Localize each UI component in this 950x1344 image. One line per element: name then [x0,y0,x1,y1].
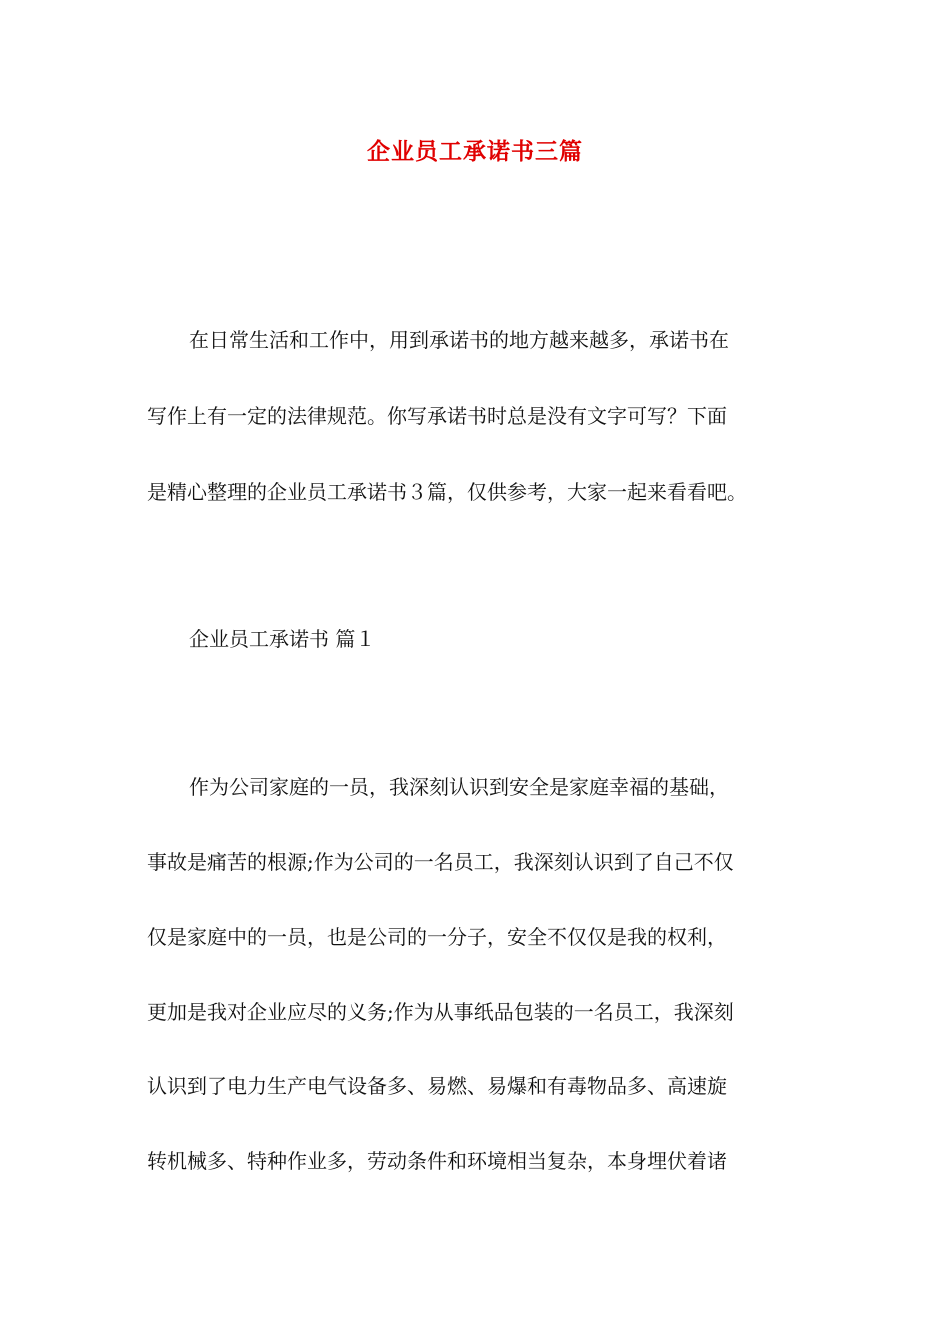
intro-line-2: 写作上有一定的法律规范。你写承诺书时总是没有文字可写？下面 [147,404,727,428]
section-heading: 企业员工承诺书 篇１ [189,627,376,651]
body-line-5: 认识到了电力生产电气设备多、易燃、易爆和有毒物品多、高速旋 [147,1074,727,1098]
body-line-2: 事故是痛苦的根源;作为公司的一名员工，我深刻认识到了自己不仅 [147,850,734,874]
body-line-6: 转机械多、特种作业多，劳动条件和环境相当复杂，本身埋伏着诸 [147,1149,727,1173]
intro-line-1: 在日常生活和工作中，用到承诺书的地方越来越多，承诺书在 [189,328,729,352]
document-title: 企业员工承诺书三篇 [367,138,583,165]
body-line-4: 更加是我对企业应尽的义务;作为从事纸品包装的一名员工，我深刻 [147,1000,734,1024]
body-line-3: 仅是家庭中的一员，也是公司的一分子，安全不仅仅是我的权利， [147,925,727,949]
body-line-1: 作为公司家庭的一员，我深刻认识到安全是家庭幸福的基础， [189,775,729,799]
intro-line-3: 是精心整理的企业员工承诺书３篇，仅供参考，大家一起来看看吧。 [147,480,747,504]
